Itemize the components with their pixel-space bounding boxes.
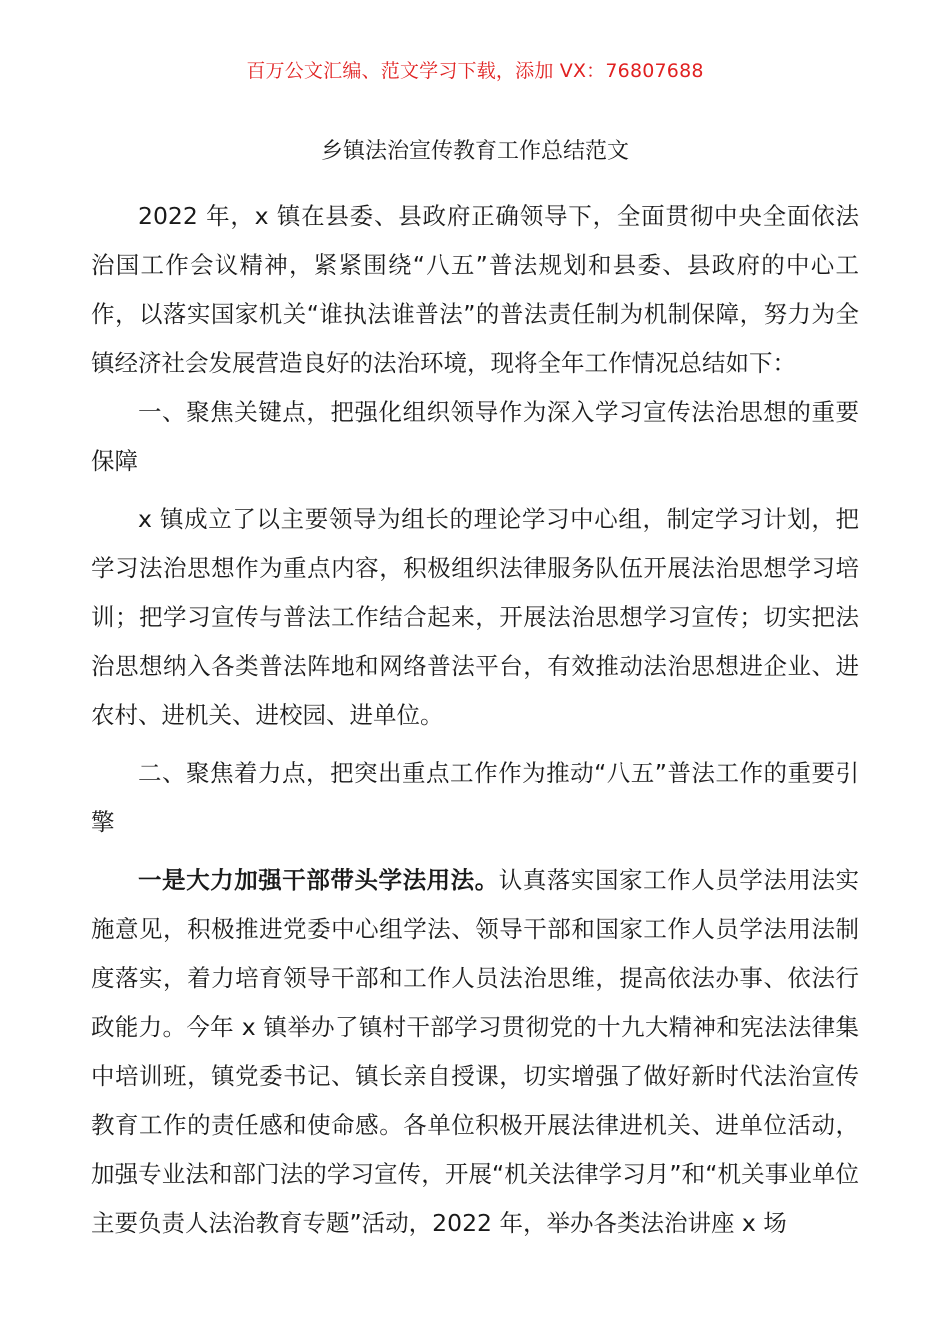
item-1-body: 认真落实国家工作人员学法用法实施意见，积极推进党委中心组学法、领导干部和国家工作人员学法用法制度落实，着力培育领导干部和工作人员法治思维，提高依法办事、依法行政能力。今年 x 镇举办了镇村干部学习贯彻党的十九大精神和宪法法律集中培训班，镇党委书记、镇长亲自授课，切实增强了做好新时代法治宣传教育工作的责任感和使命感。各单位积极开展法律进机关、进单位活动，加强专业法和部门法的学习宣传，开展“机关法律学习月”和“机关事业单位主要负责人法治教育专题”活动，2022 年，举办各类法治讲座 x 场 — [91, 866, 860, 1237]
document-title: 乡镇法治宣传教育工作总结范文 — [320, 139, 629, 164]
item-1-lead: 一是大力加强干部带头学法用法。 — [138, 866, 499, 894]
section-1-heading: 一、聚焦关键点，把强化组织领导作为深入学习宣传法治思想的重要保障 — [91, 398, 859, 475]
document-body — [91, 192, 859, 1248]
item-1-paragraph — [91, 856, 859, 1248]
section-1-paragraph: x 镇成立了以主要领导为组长的理论学习中心组，制定学习计划，把学习法治思想作为重点内容，积极组织法律服务队伍开展法治思想学习培训；把学习宣传与普法工作结合起来，开展法治思想学习宣传；切实把法治思想纳入各类普法阵地和网络普法平台，有效推动法治思想进企业、进农村、进机关、进校园、进单位。 — [91, 505, 859, 729]
section-2-heading: 二、聚焦着力点，把突出重点工作作为推动“八五”普法工作的重要引擎 — [91, 759, 859, 836]
intro-paragraph: 2022 年，x 镇在县委、县政府正确领导下，全面贯彻中央全面依法治国工作会议精神，紧紧围绕“八五”普法规划和县委、县政府的中心工作，以落实国家机关“谁执法谁普法”的普法责任制为机制保障，努力为全镇经济社会发展营造良好的法治环境，现将全年工作情况总结如下： — [91, 202, 859, 377]
header-banner: 百万公文汇编、范文学习下载，添加 VX：76807688 — [246, 60, 704, 82]
